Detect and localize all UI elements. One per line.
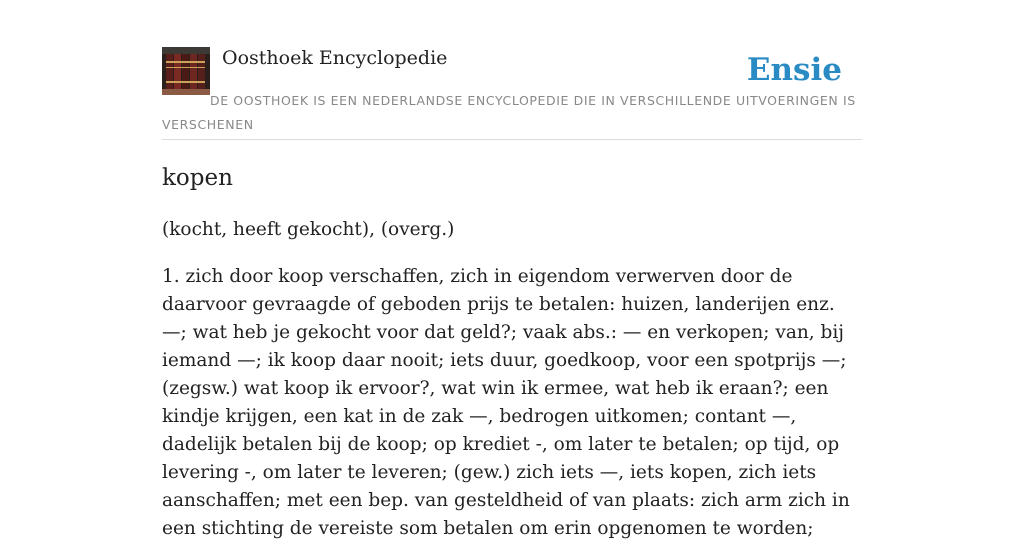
- encyclopedia-books-icon[interactable]: [162, 47, 210, 95]
- entry-definition: 1. zich door koop verschaffen, zich in eigendom verwerven door de daarvoor gevraagde of geboden prijs te betalen: huizen, landerijen enz. —; wat heb je gekocht voor dat geld?; vaak abs.: — en verkopen; van, bij iemand —; ik koop daar nooit; iets duur, goedkoop, voor een spotprijs —; (zegsw.) wat koop ik ervoor?, wat win ik ermee, wat heb ik eraan?; een kindje krijgen, een kat in de zak —, bedrogen uitkomen; contant —, dadelijk betalen bij de koop; op krediet -, om later te betalen; op tijd, op levering -, om later te leveren; (gew.) zich iets —, iets kopen, zich iets aanschaffen; met een bep. van gesteldheid of van plaats: zich arm zich in een stichting de vereiste som betalen om erin opgenomen te worden;: [162, 266, 850, 539]
- site-tagline: DE OOSTHOEK IS EEN NEDERLANDSE ENCYCLOPEDIE DIE IN VERSCHILLENDE UITVOERINGEN IS VERSCHENEN: [162, 93, 856, 132]
- entry-title: kopen: [162, 165, 233, 191]
- page: [162, 0, 862, 539]
- entry-grammar: (kocht, heeft gekocht), (overg.): [162, 219, 455, 240]
- brand-logo[interactable]: Ensie: [746, 52, 842, 88]
- header: [162, 0, 862, 140]
- site-name[interactable]: Oosthoek Encyclopedie: [222, 47, 448, 69]
